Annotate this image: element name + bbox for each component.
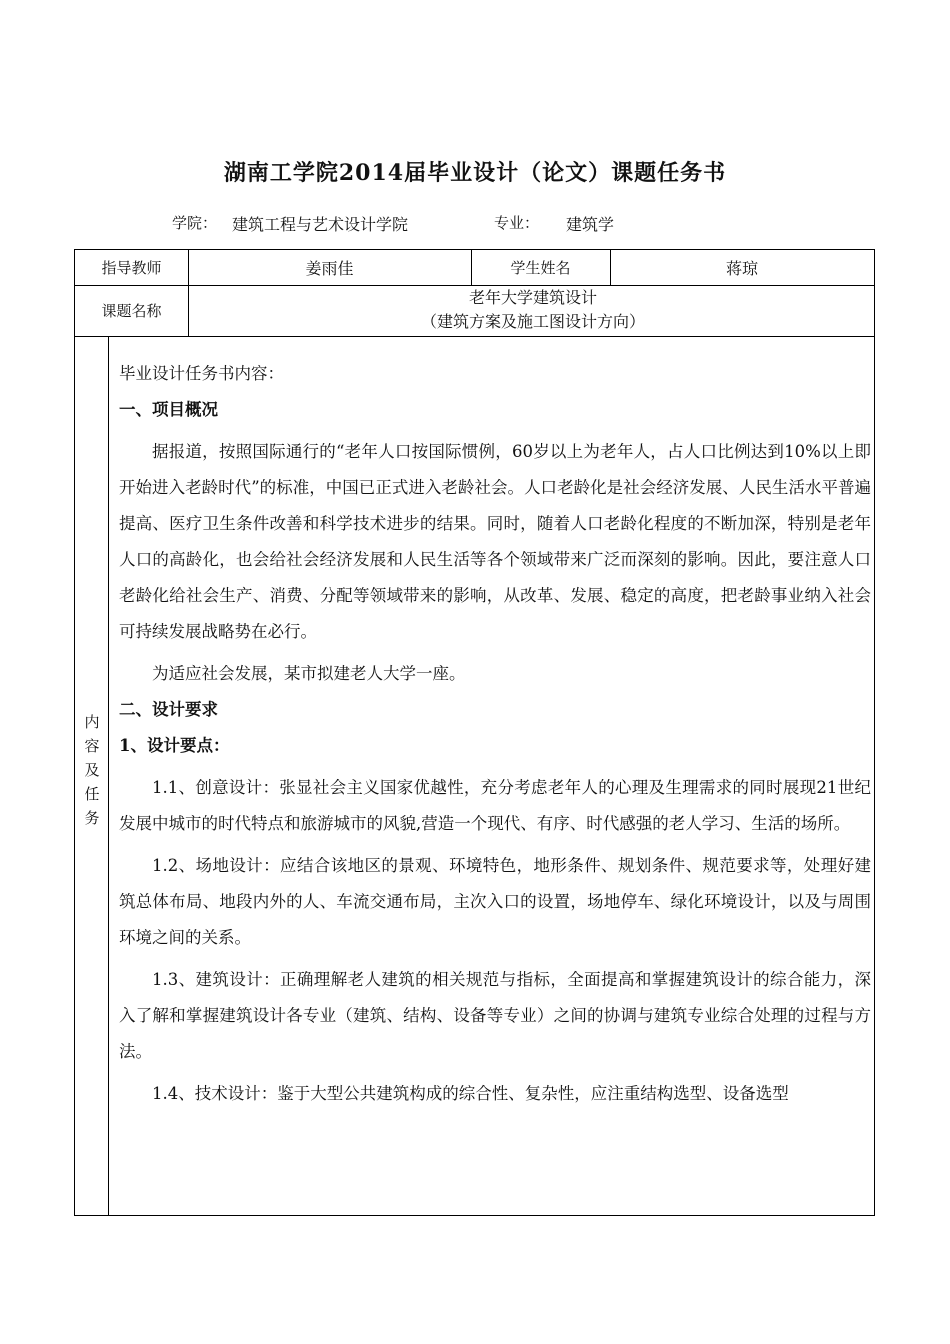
content-side-label: 内 容 及 任 务 xyxy=(84,713,100,827)
college-value: 建筑工程与艺术设计学院 xyxy=(232,215,409,234)
page-title: 湖南工学院2014届毕业设计（论文）课题任务书 xyxy=(223,160,727,186)
major-value: 建筑学 xyxy=(566,215,615,234)
student-value: 蒋琼 xyxy=(725,259,758,278)
topic-label: 课题名称 xyxy=(101,302,162,320)
paragraph: 为适应社会发展，某市拟建老人大学一座。 xyxy=(152,664,466,683)
task-content xyxy=(119,356,871,1112)
subsection-heading: 1、设计要点： xyxy=(119,736,230,755)
topic-line-2: （建筑方案及施工图设计方向） xyxy=(420,312,645,331)
paragraph: 1.4、技术设计：鉴于大型公共建筑构成的综合性、复杂性，应注重结构选型、设备选型 xyxy=(152,1084,789,1103)
paragraph: 1.2、场地设计：应结合该地区的景观、环境特色，地形条件、规划条件、规范要求等，处理好建筑总体布局、地段内外的人、车流交通布局，主次入口的设置，场地停车、绿化环境设计，以及与周围环境之间的关系。 xyxy=(119,856,871,947)
paragraph: 1.1、创意设计：张显社会主义国家优越性，充分考虑老年人的心理及生理需求的同时展现21世纪发展中城市的时代特点和旅游城市的风貌,营造一个现代、有序、时代感强的老人学习、生活的场所。 xyxy=(119,778,871,833)
section-heading: 一、项目概况 xyxy=(119,400,218,419)
college-label: 学院： xyxy=(172,214,218,232)
row-divider xyxy=(75,336,874,337)
content-intro: 毕业设计任务书内容： xyxy=(119,364,284,383)
student-label: 学生姓名 xyxy=(510,259,571,277)
paragraph: 据报道，按照国际通行的“老年人口按国际惯例，60岁以上为老年人，占人口比例达到10%以上即开始进入老龄时代”的标准，中国已正式进入老龄社会。人口老龄化是社会经济发展、人民生活水平普遍提高、医疗卫生条件改善和科学技术进步的结果。同时，随着人口老龄化程度的不断加深，特别是老年人口的高龄化，也会给社会经济发展和人民生活等各个领域带来广泛而深刻的影响。因此，要注意人口老龄化给社会生产、消费、分配等领域带来的影响，从改革、发展、稳定的高度，把老龄事业纳入社会可持续发展战略势在必行。 xyxy=(119,442,871,641)
paragraph: 1.3、建筑设计：正确理解老人建筑的相关规范与指标，全面提高和掌握建筑设计的综合能力，深入了解和掌握建筑设计各专业（建筑、结构、设备等专业）之间的协调与建筑专业综合处理的过程与方法。 xyxy=(119,970,871,1061)
advisor-label: 指导教师 xyxy=(101,259,162,277)
advisor-value: 姜雨佳 xyxy=(305,259,354,278)
major-label: 专业： xyxy=(494,214,540,232)
task-table xyxy=(74,249,875,1216)
topic-line-1: 老年大学建筑设计 xyxy=(468,288,597,307)
topic-value xyxy=(190,286,876,334)
section-heading: 二、设计要求 xyxy=(119,700,218,719)
